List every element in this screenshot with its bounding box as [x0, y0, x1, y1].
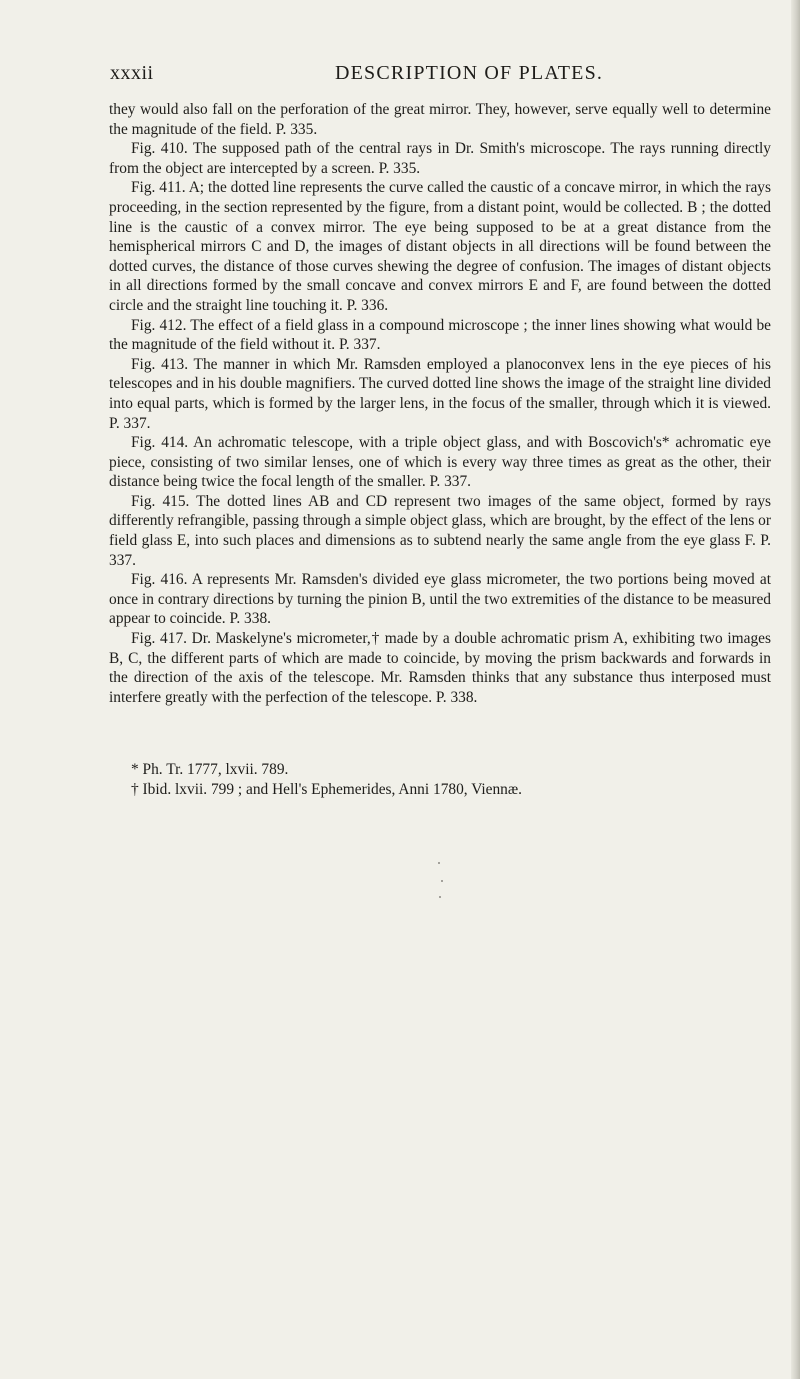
paragraph-fig-413: Fig. 413. The manner in which Mr. Ramsden employed a planoconvex lens in the eye pieces of his telescopes and in his double magnifiers. The curved dotted line shows the image of the straight line divided into equal parts, which is formed by the larger lens, in the focus of the smaller, through which it is viewed. P. 337. — [109, 355, 771, 432]
footnotes — [131, 760, 771, 800]
paragraph-fig-415: Fig. 415. The dotted lines AB and CD represent two images of the same object, formed by rays differently refrangible, passing through a simple object glass, which are brought, by the effect of the lens or field glass E, into such places and dimensions as to subtend nearly the same angle from the eye glass F. P. 337. — [109, 492, 771, 569]
footnote-asterisk: * Ph. Tr. 1777, lxvii. 789. — [131, 761, 289, 778]
paragraph-fig-410: Fig. 410. The supposed path of the central rays in Dr. Smith's microscope. The rays running directly from the object are intercepted by a screen. P. 335. — [109, 140, 771, 177]
paper-speck — [439, 896, 441, 898]
paragraph-fig-416: Fig. 416. A represents Mr. Ramsden's divided eye glass micrometer, the two portions being moved at once in contrary directions by turning the pinion B, until the two extremities of the distance to be measured appear to coincide. P. 338. — [109, 571, 771, 628]
paragraph-fig-414: Fig. 414. An achromatic telescope, with a triple object glass, and with Boscovich's* achromatic eye piece, consisting of two similar lenses, one of which is every way three times as great as the other, their distance being twice the focal length of the smaller. P. 337. — [109, 434, 771, 491]
page-number: xxxii — [110, 62, 154, 84]
paragraph-continuation: they would also fall on the perforation of the great mirror. They, however, serve equally well to determine the magnitude of the field. P. 335. — [109, 101, 771, 138]
body-text — [109, 100, 771, 707]
paragraph-fig-412: Fig. 412. The effect of a field glass in a compound microscope ; the inner lines showing what would be the magnitude of the field without it. P. 337. — [109, 316, 771, 354]
page-header — [110, 62, 770, 86]
paragraph-fig-417: Fig. 417. Dr. Maskelyne's micrometer,† made by a double achromatic prism A, exhibiting two images B, C, the different parts of which are made to coincide, by moving the prism backwards and forwards in the direction of the axis of the telescope. Mr. Ramsden thinks that any substance thus interposed must interfere greatly with the perfection of the telescope. P. 338. — [109, 630, 771, 706]
paper-speck — [441, 880, 443, 882]
page-edge-shadow — [791, 0, 800, 1379]
footnote-dagger: † Ibid. lxvii. 799 ; and Hell's Ephemerides, Anni 1780, Viennæ. — [131, 781, 522, 798]
running-head: DESCRIPTION OF PLATES. — [335, 62, 604, 84]
paper-speck — [438, 862, 440, 864]
paragraph-fig-411: Fig. 411. A; the dotted line represents the curve called the caustic of a concave mirror, in which the rays proceeding, in the section represented by the figure, from a distant point, would be collected. B ; the dotted line is the caustic of a convex mirror. The eye being supposed to be at a great distance from the hemispherical mirrors C and D, the images of distant objects in all directions will be found between the dotted curves, the distance of those curves shewing the degree of confusion. The images of distant objects in all directions formed by the small concave and convex mirrors E and F, are found between the dotted circle and the straight line touching it. P. 336. — [109, 179, 771, 314]
